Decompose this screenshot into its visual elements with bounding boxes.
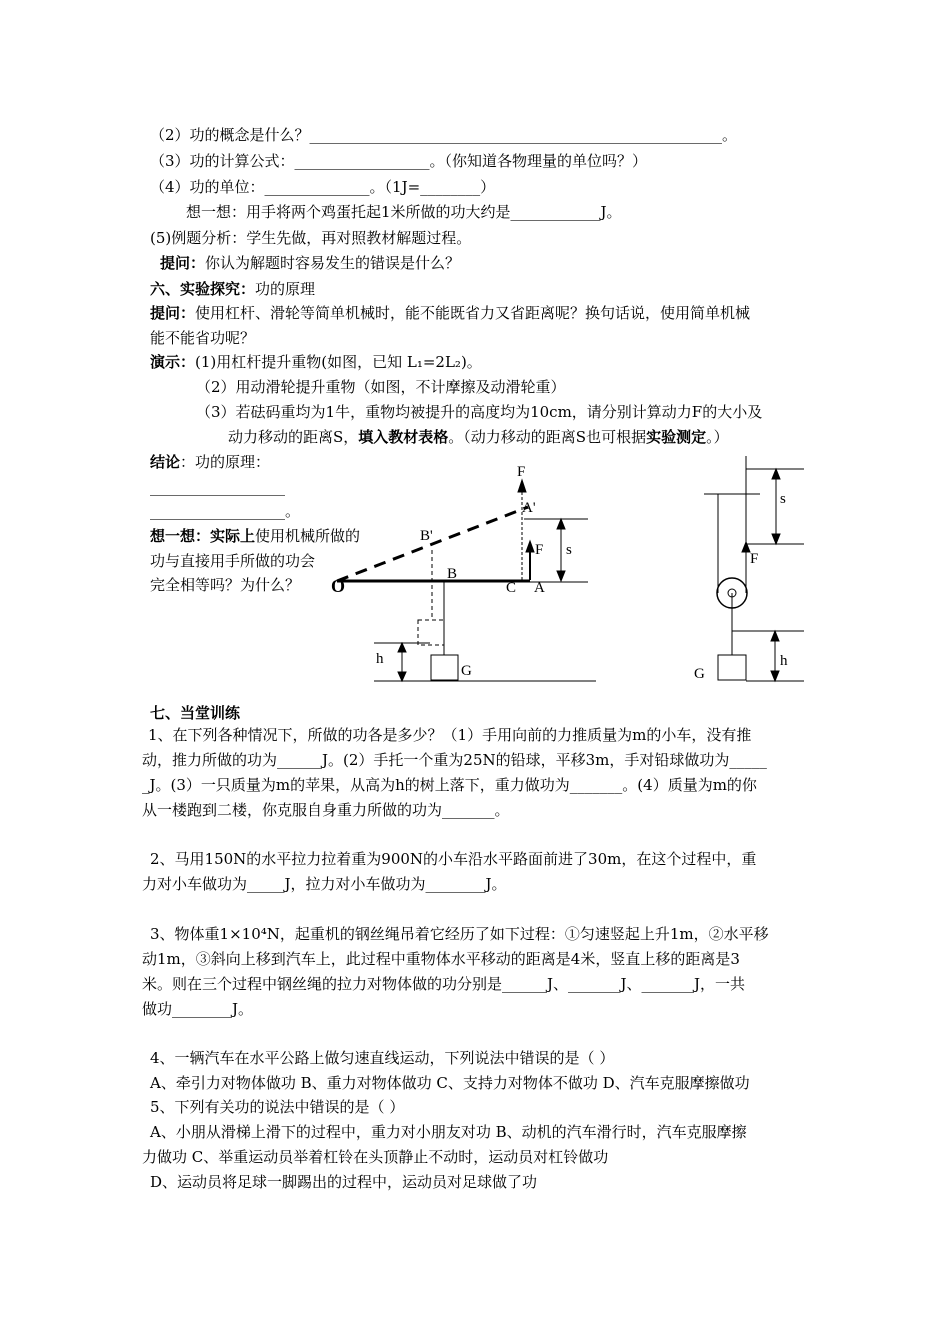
- q4-line-1: 4、一辆汽车在水平公路上做匀速直线运动，下列说法中错误的是（ ）: [150, 1049, 615, 1067]
- q5-line-1: 5、下列有关功的说法中错误的是（ ）: [150, 1098, 405, 1116]
- force-arrow-small-head: [526, 541, 534, 552]
- section-seven-heading: 七、当堂训练: [150, 704, 241, 722]
- lever-raised-dashed: [337, 507, 528, 581]
- weight-box: [431, 655, 458, 680]
- pulley-figure: [704, 456, 804, 681]
- label-F-small: F: [535, 542, 544, 558]
- s-arrow-head-up: [557, 519, 565, 529]
- demo-calc-c: 。（动力移动的距离S也可根据: [448, 428, 647, 446]
- example-analysis: (5)例题分析：学生先做，再对照教材解题过程。: [150, 229, 472, 247]
- demo-calc-b: 填入教材表格: [358, 428, 449, 446]
- label-G-left: G: [461, 663, 472, 679]
- label-B-prime: B': [420, 528, 433, 544]
- conclusion-blank-2: __________________。: [150, 502, 301, 520]
- q3-line-1: 3、物体重1×10⁴N，起重机的钢丝绳吊着它经历了如下过程：①匀速竖起上升1m，②水平移: [150, 925, 769, 943]
- q3-line-2: 动1m，③斜向上移到汽车上，此过程中重物体水平移动的距离是4米，竖直上移的距离是3: [142, 950, 740, 968]
- label-A-prime: A': [522, 500, 536, 516]
- label-h-right: h: [780, 653, 788, 669]
- q1-line-2: 动，推力所做的功为______J。(2）手托一个重为25N的铅球，平移3m，手对铅球做功为_____: [142, 751, 767, 769]
- demo-pulley: （2）用动滑轮提升重物（如图，不计摩擦及动滑轮重）: [196, 378, 566, 396]
- demo-calc-d: 实验测定: [646, 428, 707, 446]
- label-C: C: [506, 580, 517, 596]
- label-h-left: h: [376, 651, 384, 667]
- h-arrow-right-up: [771, 631, 779, 641]
- think-actual-2: 功与直接用手所做的功会: [150, 552, 316, 570]
- label-O: O: [331, 576, 346, 596]
- label-s-left: s: [566, 542, 572, 558]
- label-F-right: F: [750, 551, 759, 567]
- ask-text: 你认为解题时容易发生的错误是什么？: [205, 254, 461, 272]
- q3-line-4: 做功________J。: [142, 1000, 254, 1018]
- section-six-label: 六、实验探究：: [150, 280, 256, 298]
- conclusion-blank-1: __________________: [150, 478, 285, 496]
- demo-label: 演示：: [150, 353, 196, 371]
- q1-line-1: 1、在下列各种情况下，所做的功各是多少？（1）手用向前的力推质量为m的小车，没有推: [148, 726, 752, 744]
- ask-machines-text: 使用杠杆、滑轮等简单机械时，能不能既省力又省距离呢？换句话说，使用简单机械: [195, 304, 751, 322]
- demo-calc-e: 。）: [706, 428, 729, 446]
- demo-calc: （3）若砝码重均为1牛，重物均被提升的高度均为10cm，请分别计算动力F的大小及: [196, 403, 763, 421]
- s-arrow-right-up: [772, 469, 780, 479]
- q2-line-1: 2、马用150N的水平拉力拉着重为900N的小车沿水平路面前进了30m，在这个过程中，重: [150, 850, 757, 868]
- h-arrow-head-up: [398, 643, 406, 652]
- question-work-unit: （4）功的单位：______________。（1J=________）: [150, 178, 496, 196]
- weight-raised-dashed: [418, 620, 444, 645]
- ask-label-2: 提问：: [150, 304, 196, 322]
- q3-line-3: 米。则在三个过程中钢丝绳的拉力对物体做的功分别是______J、_______J、_______J，一共: [142, 975, 746, 993]
- think-actual-bold: 想一想：实际上: [150, 527, 256, 545]
- q4-options: A、牵引力对物体做功 B、重力对物体做功 C、支持力对物体不做功 D、汽车克服摩擦做功: [150, 1074, 750, 1092]
- conclusion-text: ：功的原理：: [180, 453, 271, 471]
- ask-machines-cont: 能不能省功呢？: [150, 329, 256, 347]
- s-arrow-right-down: [772, 534, 780, 544]
- demo-lever-text: (1)用杠杆提升重物(如图，已知 L₁=2L₂)。: [195, 353, 482, 371]
- q1-line-3: _J。(3）一只质量为m的苹果，从高为h的树上落下，重力做功为_______。(4）质量为m的你: [142, 776, 757, 794]
- h-arrow-head-down: [398, 672, 406, 681]
- q2-line-2: 力对小车做功为_____J，拉力对小车做功为________J。: [142, 875, 507, 893]
- q1-line-4: 从一楼跑到二楼，你克服自身重力所做的功为_______。: [142, 801, 510, 819]
- ask-label: 提问：: [160, 254, 206, 272]
- label-A: A: [534, 580, 545, 596]
- pulley-weight-box: [718, 655, 746, 680]
- q5-option-a-b: A、小朋从滑梯上滑下的过程中，重力对小朋友对功 B、动机的汽车滑行时，汽车克服摩擦: [150, 1123, 747, 1141]
- h-arrow-right-down: [771, 671, 779, 681]
- demo-calc-a: 动力移动的距离S，: [228, 428, 359, 446]
- section-six-title: 功的原理: [255, 280, 316, 298]
- label-F-top: F: [517, 464, 526, 480]
- think-actual-text: 使用机械所做的: [255, 527, 361, 545]
- label-s-right: s: [780, 491, 786, 507]
- q5-option-c: 力做功 C、举重运动员举着杠铃在头顶静止不动时，运动员对杠铃做功: [142, 1148, 609, 1166]
- label-B: B: [447, 566, 458, 582]
- s-arrow-head-down: [557, 571, 565, 581]
- think-eggs: 想一想：用手将两个鸡蛋托起1米所做的功大约是____________J。: [186, 203, 622, 221]
- conclusion-label: 结论: [150, 453, 181, 471]
- label-G-right: G: [694, 666, 705, 682]
- think-actual-3: 完全相等吗？为什么？: [150, 576, 301, 594]
- question-work-concept: （2）功的概念是什么？_______________________________________________________。: [150, 126, 738, 144]
- question-work-formula: （3）功的计算公式：__________________。（你知道各物理量的单位吗？）: [150, 152, 648, 170]
- force-arrow-big-head: [518, 480, 526, 492]
- q5-option-d: D、运动员将足球一脚踢出的过程中，运动员对足球做了功: [150, 1173, 538, 1191]
